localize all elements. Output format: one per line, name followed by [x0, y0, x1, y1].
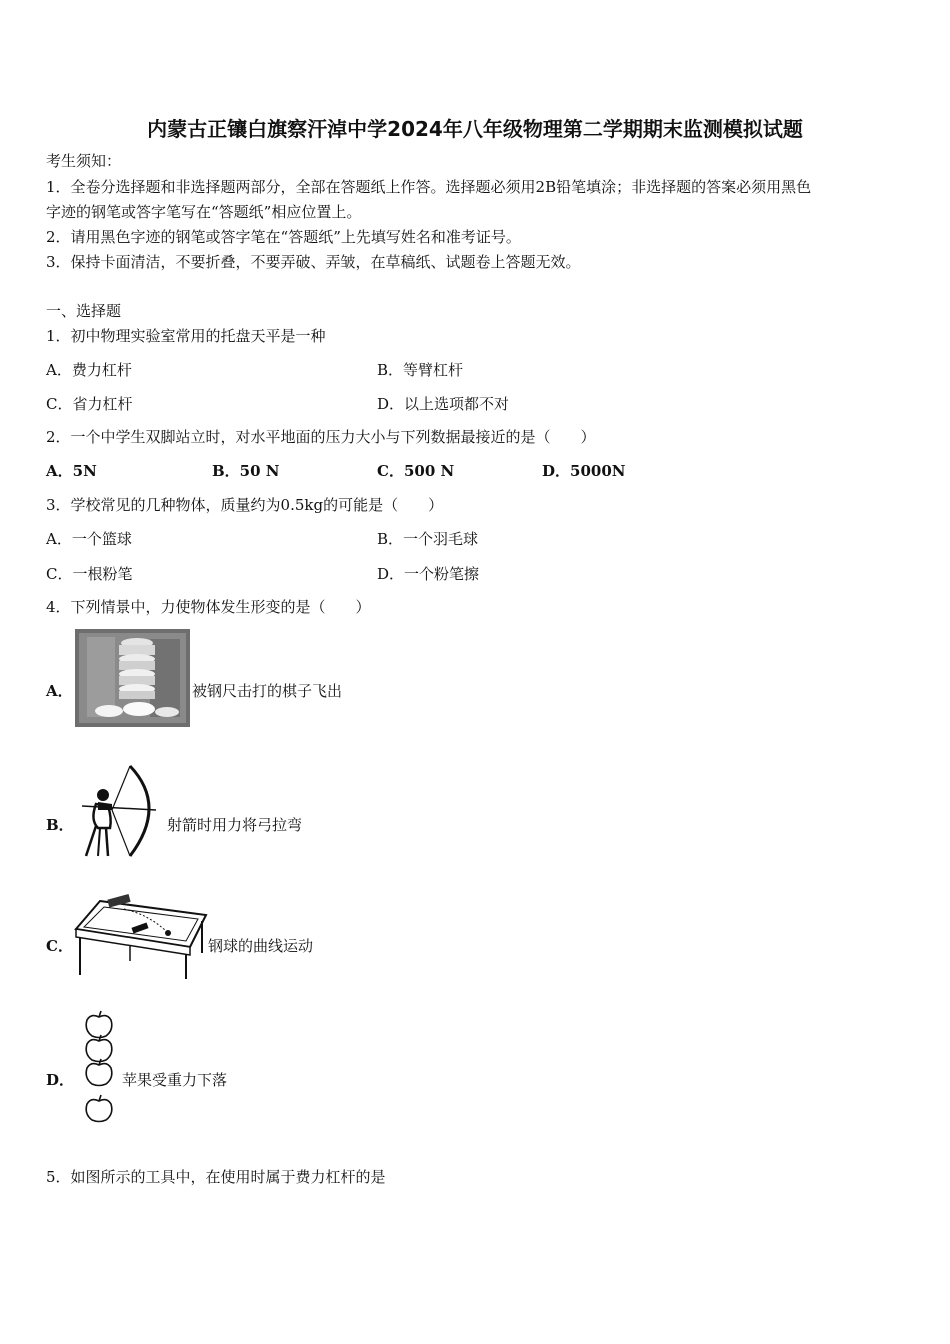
notice-line-2: 2．请用黑色字迹的钢笔或答字笔在“答题纸”上先填写姓名和准考证号。 [46, 228, 521, 246]
page-title: 内蒙古正镶白旗察汗淖中学2024年八年级物理第二学期期末监测模拟试题 [147, 117, 803, 141]
q1-option-b: B．等臂杠杆 [377, 361, 464, 379]
q3-option-a: A．一个篮球 [46, 530, 132, 548]
q2-option-a: A．5N [46, 462, 97, 480]
q4-option-c-label: C． [46, 937, 73, 955]
q2-option-d: D．5000N [542, 462, 626, 480]
notice-line-1b: 字迹的钢笔或答字笔写在“答题纸”相应位置上。 [46, 203, 362, 221]
q2-option-b: B．50 N [212, 462, 280, 480]
q2-option-c: C．500 N [377, 462, 455, 480]
q4-stem: 4．下列情景中，力使物体发生形变的是（ ） [46, 598, 371, 616]
q1-option-a: A．费力杠杆 [46, 361, 132, 379]
q3-stem: 3．学校常见的几种物体，质量约为0.5kg的可能是（ ） [46, 496, 444, 514]
q4-option-b-text: 射箭时用力将弓拉弯 [167, 816, 303, 834]
q3-option-b: B．一个羽毛球 [377, 530, 479, 548]
notice-line-3: 3．保持卡面清洁，不要折叠，不要弄破、弄皱，在草稿纸、试题卷上答题无效。 [46, 253, 581, 271]
q4-option-d-label: D． [46, 1071, 75, 1089]
notice-heading: 考生须知： [46, 152, 122, 170]
q4-option-a-label: A． [46, 682, 73, 700]
notice-line-1a: 1．全卷分选择题和非选择题两部分，全部在答题纸上作答。选择题必须用2B铅笔填涂；非选择题的答案必须用黑色 [46, 178, 812, 196]
chess-stack-photo [75, 629, 190, 727]
falling-apple-icon [82, 1008, 116, 1128]
q4-option-b-label: B． [46, 816, 74, 834]
table-ball-magnet-icon [70, 893, 208, 983]
q1-option-c: C．省力杠杆 [46, 395, 133, 413]
q4-option-c-text: 钢球的曲线运动 [208, 937, 314, 955]
q1-option-d: D．以上选项都不对 [377, 395, 510, 413]
q3-option-d: D．一个粉笔擦 [377, 565, 480, 583]
q4-option-d-text: 苹果受重力下落 [122, 1071, 228, 1089]
q5-stem: 5．如图所示的工具中，在使用时属于费力杠杆的是 [46, 1168, 386, 1186]
section-heading: 一、选择题 [46, 302, 122, 320]
q1-stem: 1．初中物理实验室常用的托盘天平是一种 [46, 327, 326, 345]
archer-drawing-bow-icon [72, 762, 162, 860]
q2-stem: 2．一个中学生双脚站立时，对水平地面的压力大小与下列数据最接近的是（ ） [46, 428, 596, 446]
q3-option-c: C．一根粉笔 [46, 565, 133, 583]
q4-option-a-text: 被钢尺击打的棋子飞出 [192, 682, 343, 700]
